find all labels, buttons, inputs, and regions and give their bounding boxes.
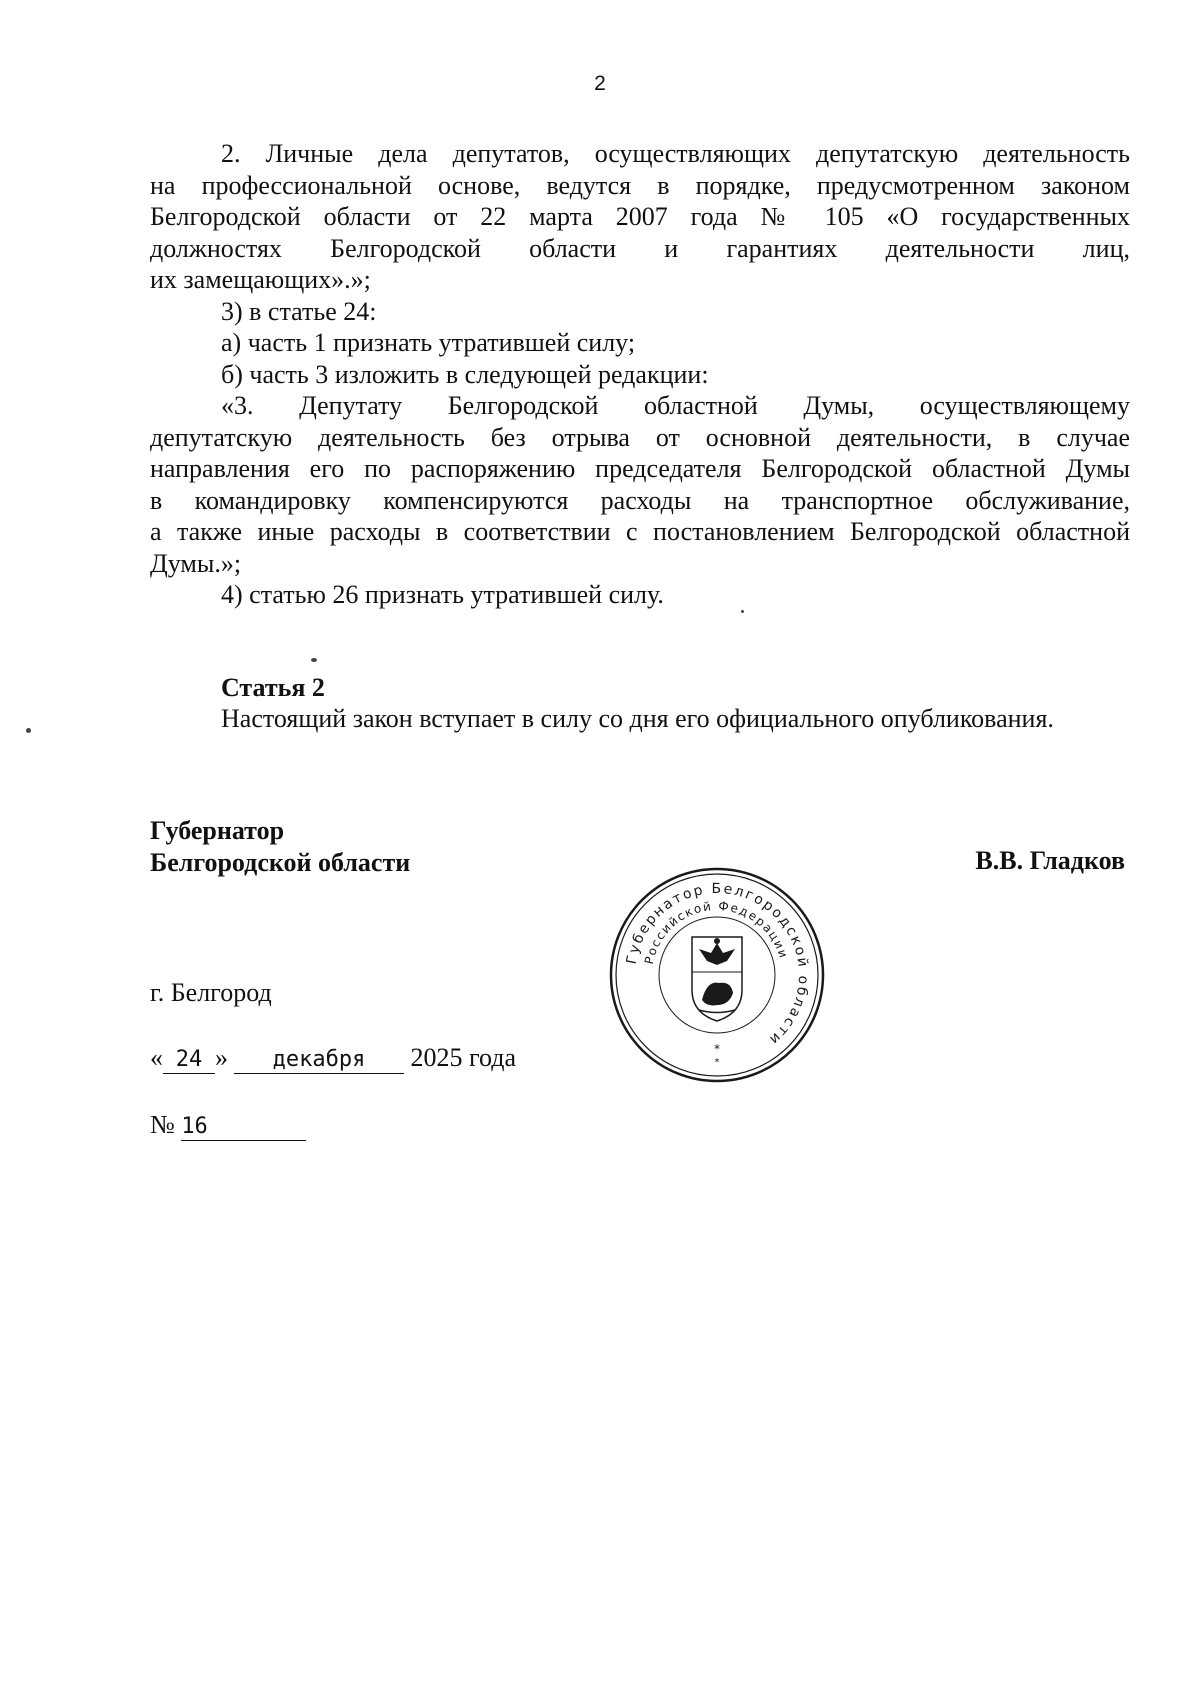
item-3a: а) часть 1 признать утратившей силу; [221, 328, 636, 357]
signing-date [150, 1043, 516, 1074]
scan-speck [741, 610, 744, 613]
scan-speck [311, 658, 317, 662]
signer-name: В.В. Гладков [975, 846, 1125, 875]
date-day: 24 [163, 1047, 215, 1074]
official-seal [607, 865, 827, 1085]
place-of-signing: г. Белгород [150, 978, 272, 1007]
signer-title [150, 815, 410, 878]
date-close-quote: » [215, 1043, 228, 1072]
date-month: декабря [234, 1047, 404, 1074]
scan-speck [26, 728, 31, 733]
article-2-text: Настоящий закон вступает в силу со дня его официального опубликования. [221, 704, 1054, 733]
coat-of-arms-icon [692, 937, 742, 1021]
document-number [150, 1110, 306, 1141]
date-year: 2025 года [410, 1043, 517, 1072]
item-4: 4) статью 26 признать утратившей силу. [221, 580, 664, 609]
paragraph-2-line-4: должностях Белгородской области и гарантиях деятельности лиц, [150, 233, 1130, 263]
quote-line-5: а также иные расходы в соответствии с постановлением Белгородской областной [150, 517, 1130, 546]
item-3: 3) в статье 24: [221, 296, 377, 326]
quote-line-6: Думы.»; [150, 548, 242, 578]
quote-line-1: «3. Депутату Белгородской областной Думы, осуществляющему [221, 391, 1130, 420]
number-value: 16 [181, 1114, 306, 1141]
page-number: 2 [594, 72, 606, 95]
signer-title-line-2: Белгородской области [150, 847, 411, 877]
quote-line-4: в командировку компенсируются расходы на транспортное обслуживание, [150, 485, 1130, 515]
quote-line-3: направления его по распоряжению председателя Белгородской областной Думы [150, 454, 1130, 483]
paragraph-2-line-3: Белгородской области от 22 марта 2007 года № 105 «О государственных [150, 202, 1130, 231]
document-body [150, 138, 1130, 611]
svg-text:*: * [714, 1042, 720, 1056]
signer-title-line-1: Губернатор [150, 816, 285, 845]
paragraph-2-line-2: на профессиональной основе, ведутся в порядке, предусмотренном законом [150, 170, 1130, 200]
date-open-quote: « [150, 1043, 163, 1072]
paragraph-2-line-5: их замещающих».»; [150, 265, 371, 294]
item-3b: б) часть 3 изложить в следующей редакции: [221, 359, 709, 389]
quote-line-2: депутатскую деятельность без отрыва от основной деятельности, в случае [150, 422, 1130, 452]
paragraph-2-line-1: 2. Личные дела депутатов, осуществляющих депутатскую деятельность [221, 139, 1130, 168]
seal-inner-text: Российской Федерации [641, 898, 791, 966]
number-label: № [150, 1110, 175, 1139]
svg-text:*: * [714, 1057, 720, 1068]
seal-outer-text: Губернатор Белгородской области [623, 880, 812, 1049]
article-2-title: Статья 2 [221, 673, 325, 702]
